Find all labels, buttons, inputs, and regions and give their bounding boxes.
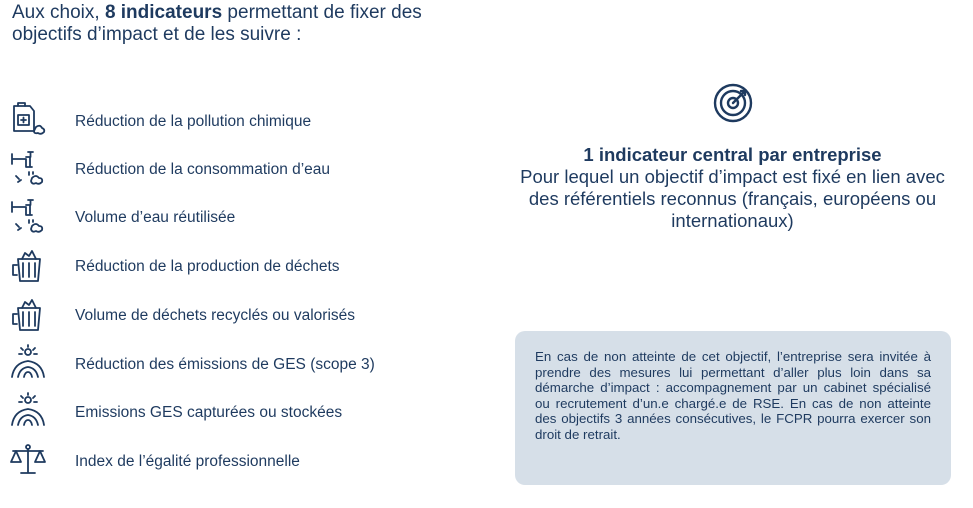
page-heading [12, 2, 472, 46]
indicator-item [8, 440, 468, 480]
indicator-item [8, 245, 468, 285]
waste-bin-icon [8, 245, 48, 285]
indicator-label: Réduction des émissions de GES (scope 3) [75, 356, 375, 373]
central-indicator [505, 144, 960, 232]
indicator-label: Volume de déchets recyclés ou valorisés [75, 307, 356, 324]
indicator-label: Volume d’eau réutilisée [75, 209, 236, 226]
water-tap-icon [8, 196, 48, 236]
heading-suffix: permettant de fixer des objectifs d’impact et de les suivre : [12, 2, 422, 45]
indicator-item [8, 391, 468, 431]
waste-bin-icon [8, 294, 48, 334]
indicator-item [8, 294, 468, 334]
indicator-label: Emissions GES capturées ou stockées [75, 404, 343, 421]
scales-icon [8, 440, 48, 480]
target-icon [712, 82, 754, 124]
emissions-icon [8, 391, 48, 431]
heading-prefix: Aux choix, [12, 2, 105, 23]
emissions-icon [8, 343, 48, 383]
indicator-item [8, 196, 468, 236]
indicator-item [8, 343, 468, 383]
indicator-label: Index de l’égalité professionnelle [75, 453, 300, 470]
note-text: En cas de non atteinte de cet objectif, l’entreprise sera invitée à prendre des mesures lui permettant d’aller plus loin dans sa démarche d’impact : accompagnement par un cabinet spécialisé ou recrutement d’un.e chargé.e de RSE. En cas de non atteinte des objectifs 3 années consécutives, le FCPR pourra exercer son droit de retrait. [535, 349, 931, 442]
info-note [515, 331, 951, 485]
indicator-item [8, 148, 468, 188]
central-description: Pour lequel un objectif d’impact est fixé en lien avec des référentiels reconnus (français, européens ou internationaux) [520, 166, 945, 231]
chemical-can-icon [8, 100, 48, 140]
indicator-label: Réduction de la pollution chimique [75, 113, 312, 130]
indicator-label: Réduction de la production de déchets [75, 258, 340, 275]
heading-bold: 8 indicateurs [104, 2, 223, 23]
central-title: 1 indicateur central par entreprise [583, 144, 882, 165]
water-tap-icon [8, 148, 48, 188]
indicator-item [8, 100, 468, 140]
indicator-label: Réduction de la consommation d’eau [75, 161, 331, 178]
